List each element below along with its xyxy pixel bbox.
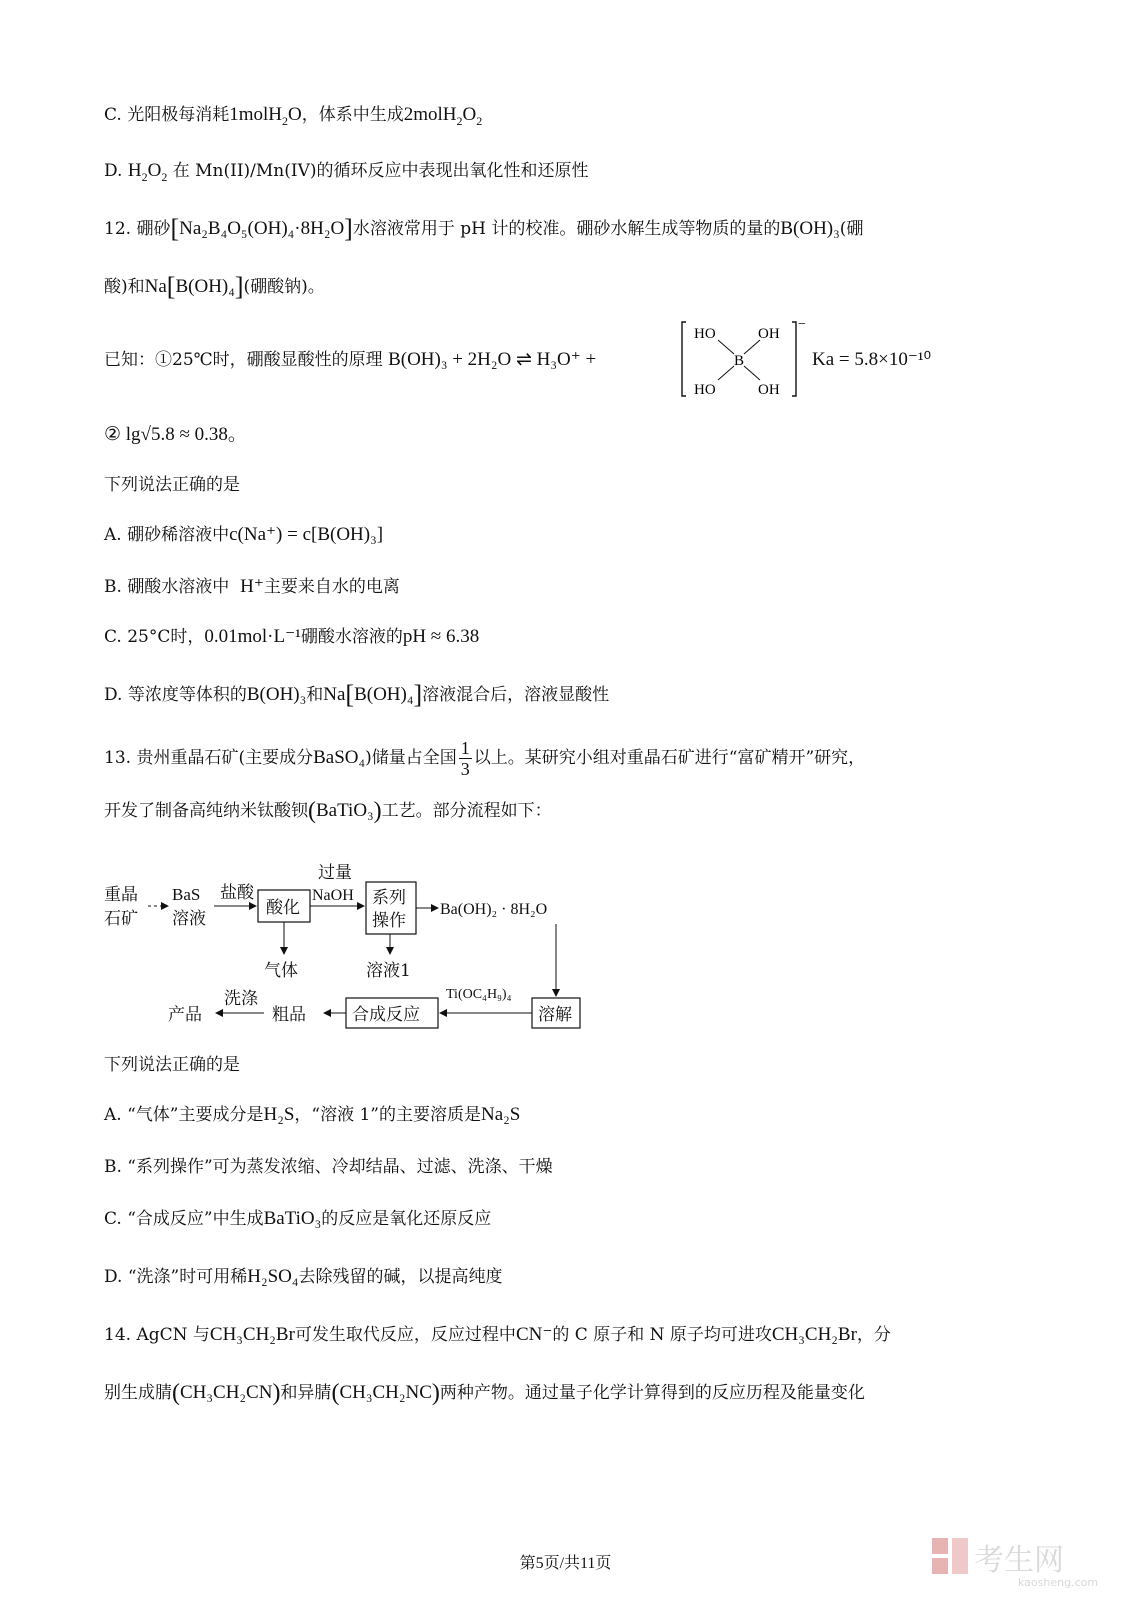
q11-option-d: D. $H_2O_2$ 在 Mn(II)/Mn(IV)的循环反应中表现出氧化性和还原性 [104,160,589,184]
flow-ore-b: 石矿 [104,909,138,929]
flow-naoh-b: NaOH [312,887,354,904]
q12-stem-line2: 酸)和Na[B(OH)₄](硼酸钠)。 [104,272,325,301]
flow-synth: 合成反应 [352,1005,420,1025]
flow-bas-b: 溶液 [172,909,206,929]
flow-naoh-a: 过量 [318,863,352,883]
ion-ho-tl: HO [694,326,716,342]
borate-ion-structure [680,318,808,400]
q12-option-a: A. 硼砂稀溶液中c(Na⁺) = c[B(OH)₃] [104,524,384,545]
fraction-one-third: $\frac{1}{3}$ [460,738,470,779]
q11-option-c: C. 光阳极每消耗1molH$_2$O，体系中生成$2molH_2O_2$ [104,104,483,128]
q13-prompt: 下列说法正确的是 [104,1055,240,1075]
bond-bl [718,366,734,380]
q14-stem-line1: 14. AgCN 与CH₃CH₂Br可发生取代反应，反应过程中CN⁻的 C 原子和 N 原子均可进攻CH₃CH₂Br，分 [104,1324,891,1345]
bond-tr [744,340,760,354]
q13-stem-line1: 13. 贵州重晶石矿(主要成分BaSO₄)储量占全国 $\frac{1}{3}$ 以上。某研究小组对重晶石矿进行“富矿精开”研究， [104,738,866,779]
watermark-logo [928,1530,1128,1590]
flow-ops-b: 操作 [372,911,406,931]
page-footer: 第5页/共11页 [519,1555,612,1572]
flow-product: 产品 [168,1005,202,1025]
q13-option-b: B. “系列操作”可为蒸发浓缩、冷却结晶、过滤、洗涤、干燥 [104,1157,553,1177]
q14-stem-line2: 别生成腈(CH₃CH₂CN)和异腈(CH₃CH₂NC)两种产物。通过量子化学计算得到的反应历程及能量变化 [104,1380,865,1406]
q12-option-d: D. 等浓度等体积的B(OH)₃和Na[B(OH)₄]溶液混合后，溶液显酸性 [104,680,610,709]
flow-ore-a: 重晶 [104,885,138,905]
q12-stem-line1: 12. 硼砂[Na₂B₄O₅(OH)₄·8H₂O]水溶液常用于 pH 计的校准。硼砂水解生成等物质的量的B(OH)₃(硼 [104,214,864,243]
q13-option-a: A. “气体”主要成分是H₂S，“溶液 1”的主要溶质是Na₂S [104,1104,521,1125]
q12-option-c: C. 25°C时，0.01mol·L⁻¹硼酸水溶液的pH ≈ 6.38 [104,626,480,647]
flow-ops-a: 系列 [372,888,406,908]
flow-baoh2: Ba(OH)₂ · 8H₂O [440,901,548,918]
ion-ho-bl: HO [694,382,716,398]
watermark-cn: 考生网 [974,1543,1064,1578]
watermark-logo-icon [932,1538,968,1574]
flow-acidify: 酸化 [266,898,300,918]
flow-crude: 粗品 [272,1005,306,1025]
ion-oh-tr: OH [758,326,780,342]
flow-dissolve: 溶解 [538,1005,572,1025]
q12-ka: Ka = 5.8×10⁻¹⁰ [812,349,932,370]
q12-option-b: B. 硼酸水溶液中 H⁺主要来自水的电离 [104,576,400,597]
flow-hcl: 盐酸 [220,883,254,903]
bond-br [744,366,760,380]
q13-option-c: C. “合成反应”中生成BaTiO₃的反应是氧化还原反应 [104,1208,492,1229]
ion-charge: − [798,318,806,332]
q12-known-2: ② lg√5.8 ≈ 0.38。 [104,424,247,445]
q13-option-d: D. “洗涤”时可用稀H₂SO₄去除残留的碱，以提高纯度 [104,1266,503,1287]
flow-wash: 洗涤 [224,989,258,1009]
flow-gas: 气体 [264,961,298,981]
q12-prompt: 下列说法正确的是 [104,475,240,495]
process-flowchart [100,856,600,1036]
q13-stem-line2: 开发了制备高纯纳米钛酸钡(BaTiO₃)工艺。部分流程如下： [104,798,552,824]
flow-ti: Ti(OC₄H₉)₄ [446,987,512,1002]
left-bracket [682,322,686,396]
right-bracket [792,322,796,396]
flow-sol1: 溶液1 [366,961,411,981]
ion-b: B [734,353,745,369]
watermark-en: kaosheng.com [1018,1576,1099,1589]
ion-oh-br: OH [758,382,780,398]
q12-known-1: 已知：①25℃时，硼酸显酸性的原理 B(OH)₃ + 2H₂O ⇌ H₃O⁺ + [104,349,597,370]
flow-bas-a: BaS [172,885,201,904]
bond-tl [718,340,734,354]
